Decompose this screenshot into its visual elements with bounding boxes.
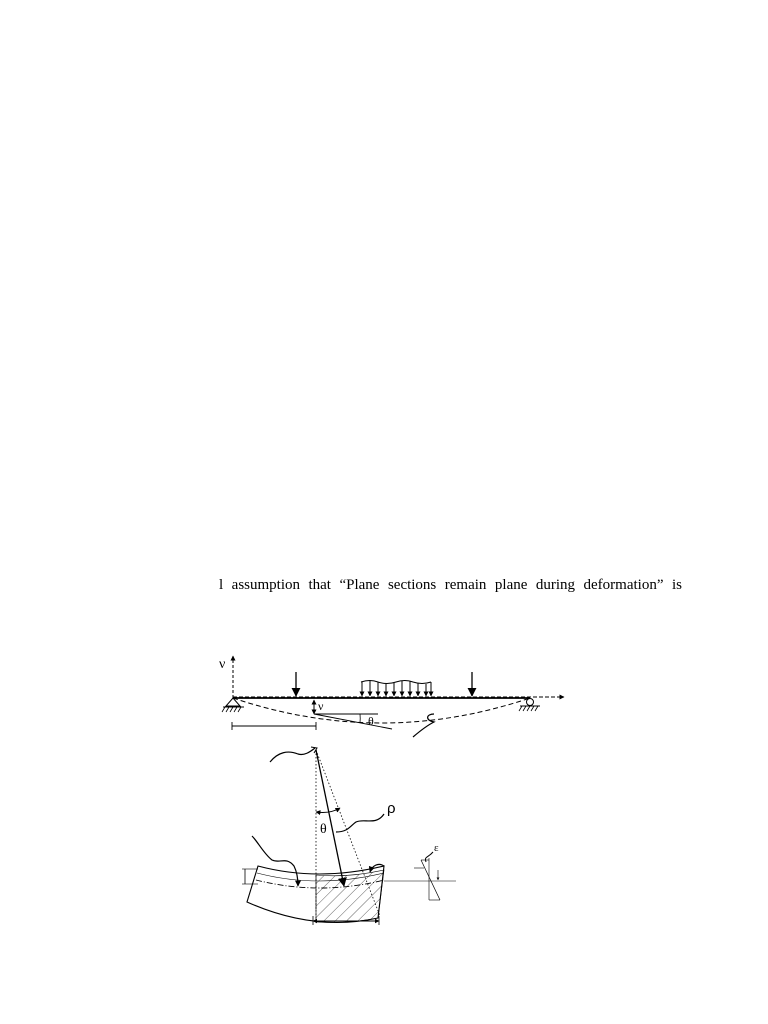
hatched-segment	[316, 870, 384, 923]
vertical-axis-label: ν	[219, 657, 226, 672]
leader-squiggle	[413, 714, 434, 737]
slope-label: θ	[368, 714, 374, 728]
distributed-load	[361, 681, 431, 697]
roller-support	[519, 699, 540, 712]
beam-diagram	[219, 656, 564, 737]
strain-label: ε	[434, 842, 439, 854]
radius-label: ρ	[387, 800, 396, 817]
strain-diagram	[414, 842, 440, 900]
deflection-label: ν	[318, 699, 324, 713]
deflected-shape	[233, 698, 530, 723]
left-leader-squiggle	[252, 836, 298, 886]
radius-leader-squiggle	[336, 814, 384, 832]
body-text-line: l assumption that “Plane sections remain plane during deformation” is	[219, 577, 682, 593]
angle-label: θ	[320, 822, 327, 837]
radius-line	[316, 750, 344, 886]
pin-support	[222, 698, 244, 712]
center-leader-squiggle	[270, 748, 315, 762]
tangent-line	[314, 714, 392, 729]
curvature-detail	[242, 747, 456, 925]
